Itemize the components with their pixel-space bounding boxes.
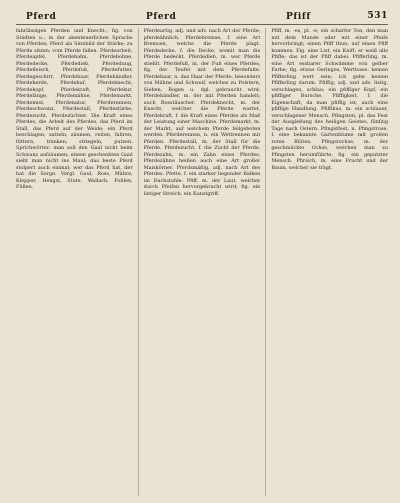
column-2-text: Pferdeartig, adj. und adv. nach Art der Pferde; pferdeähnlich. Pferdebremse, f. eine Art Bremsen, welche die Pferde plagt. Pferdedecke, f. die Decke, womit man die Pferde bedeckt. Pferdedieb, m. wer Pferde stiehlt. Pferdefuß, m. der Fuß eines Pferdes; fig. der Teufel mit dem Pferdefuße. Pferdehaar, n. das Haar der Pferde, besonders von Mähne und Schweif, welches zu Polstern, Sieben, Bogen u. dgl. gebraucht wird. Pferdehändler, m. der mit Pferden handelt; auch Rosstäuscher. Pferdeknecht, m. der Knecht, welcher die Pferde wartet. Pferdekraft, f. die Kraft eines Pferdes als Maß der Leistung einer Maschine. Pferdemarkt, m. der Markt, auf welchem Pferde feilgeboten werden. Pferderennen, n. ein Wettrennen mit Pferden. Pferdestall, m. der Stall für die Pferde. Pferdezucht, f. die Zucht der Pferde. Pferdezahn, m. ein Zahn eines Pferdes; Pferdezähne heißen auch eine Art großer Maiskörner. Pferdsmäßig, adj. nach Art des Pferdes. Pfette, f. ein starker liegender Balken im Dachstuhle. Pfiff, m. der Laut, welcher durch Pfeifen hervorgebracht wird; fig. ein listiger Streich, ein Kunstgriff.: [143, 28, 261, 197]
page-number: 531: [367, 11, 388, 21]
header-rule: [16, 24, 388, 25]
text-column-2: [144, 28, 261, 496]
column-divider-1: [138, 28, 139, 496]
header-word-left: Pferd: [26, 12, 57, 22]
column-divider-2: [265, 28, 266, 496]
text-columns: [16, 28, 388, 496]
text-column-3: [271, 28, 388, 496]
column-3-text: Pfiff, m. -es, pl. -e; ein scharfer Ton, den man mit dem Munde oder mit einer Pfeife hervorbringt; einen Pfiff thun; auf einen Pfiff kommen. Fig. eine List, ein Kniff; er weiß alle Pfiffe; das ist der Pfiff dabei. Pfifferling, m. eine Art essbarer Schwämme von gelber Farbe; fig. etwas Geringes, Wertloses: keinen Pfifferling wert sein; ich gebe keinen Pfifferling darum. Pfiffig, adj. und adv. listig, verschlagen, schlau; ein pfiffiger Kopf, ein pfiffiger Bursche. Pfiffigkeit, f. die Eigenschaft, da man pfiffig ist; auch eine pfiffige Handlung. Pfiffikus, m. ein schlauer, verschlagener Mensch. Pfingsten, pl. das Fest der Ausgießung des heiligen Geistes, fünfzig Tage nach Ostern. Pfingstfest, n. Pfingstrose, f. eine bekannte Gartenblume mit großen roten Blüten. Pfingstochse, m. der geschmückte Ochse, welchen man zu Pfingsten herumführte; fig. ein geputzter Mensch. Pfirsich, m. eine Frucht und der Baum, welcher sie trägt.: [271, 28, 389, 171]
page-header: [0, 0, 400, 26]
text-column-1: [16, 28, 133, 496]
header-word-middle-right: Pfiff: [286, 12, 311, 22]
column-1-text: fahrlässigen Pferden und Knecht.; fig. von Städten u.; in der abenteuerlichen Sprache von Pferden; Pferd als Sinnbild der Stärke; zu Pferde sitzen; vom Pferde fallen. Pferdearbeit, Pferdeapfel, Pferdebahn, Pferdebohne, Pferdedecke, Pferdedieb, Pferdedung, Pferdefleisch, Pferdefuß, Pferdefutter, Pferdegeschirr, Pferdehaar, Pferdehändler, Pferdeherde, Pferdehuf, Pferdeknecht, Pferdekopf, Pferdekraft, Pferdekur, Pferdelänge, Pferdemähne, Pferdemarkt, Pferdemist, Pferdenatur, Pferderennen, Pferdeschwanz, Pferdestall, Pferdestärke, Pferdezucht, Pferdezüchter. Die Kraft eines Pferdes, die Arbeit des Pferdes, das Pferd im Stall, das Pferd auf der Weide; ein Pferd beschlagen, satteln, zäumen, reiten, fahren, füttern, tränken, striegeln, putzen. Sprichwörter: man soll den Gaul nicht beim Schwanz aufzäumen; einem geschenkten Gaul sieht man nicht ins Maul; das beste Pferd stolpert auch einmal; wer das Pferd hat, der hat die Sorge. Vergl. Gaul, Ross, Mähre, Klepper, Hengst, Stute, Wallach, Fohlen, Füllen.: [16, 28, 133, 190]
header-word-middle-left: Pferd: [146, 12, 177, 22]
